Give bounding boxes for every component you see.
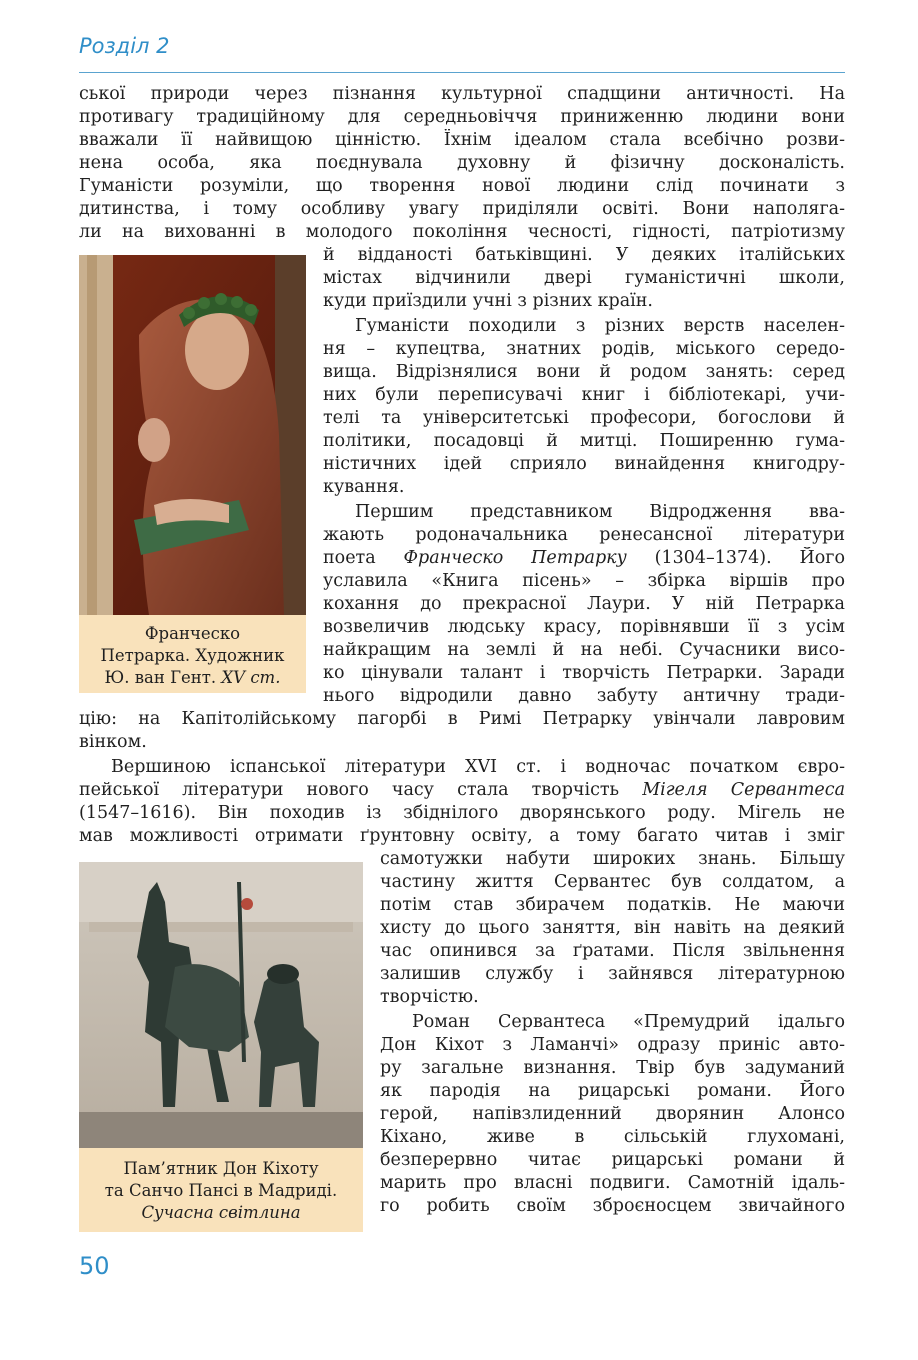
caption-line: Сучасна світлина — [141, 1203, 301, 1222]
text-line: Гуманісти походили з різних верств населен- — [355, 316, 845, 336]
text-line: них були переписувачі книг і бібліотекарі, учи- — [323, 385, 845, 405]
text-line: містах відчинили двері гуманістичні школи, — [323, 268, 845, 288]
text-line: потім став збирачем податків. Не маючи — [380, 895, 845, 915]
text-line: телі та університетські професори, богослови й — [323, 408, 845, 428]
text-line: ня – купецтва, знатних родів, міського середо- — [323, 339, 845, 359]
text-line: хисту до цього заняття, він навіть на деякий — [380, 918, 845, 938]
page-number: 50 — [79, 1252, 110, 1280]
text-line: кохання до прекрасної Лаури. У ній Петрарка — [323, 594, 845, 614]
caption-line: Ю. ван Гент. XV ст. — [104, 668, 281, 687]
caption-line: та Санчо Пансі в Мадриді. — [104, 1181, 338, 1200]
text-line: Кіхано, живе в сільській глухомані, — [380, 1127, 845, 1147]
caption-line: Пам’ятник Дон Кіхоту — [123, 1159, 319, 1178]
person-name-cervantes: Мігеля Сервантеса — [642, 780, 845, 800]
text-line: герой, напівзлиденний дворянин Алонсо — [380, 1104, 845, 1124]
text-line: возвеличив людську красу, порівнявши її з усім — [323, 617, 845, 637]
text-line: Роман Сервантеса «Премудрий ідальго — [412, 1012, 845, 1032]
text-line: вища. Відрізнялися вони й родом занять: серед — [323, 362, 845, 382]
figure-petrarca — [79, 255, 306, 693]
text-line: кування. — [323, 477, 405, 497]
text-line: поета Франческо Петрарку (1304–1374). Його — [323, 548, 845, 568]
text-line: Гуманісти розуміли, що творення нової людини слід починати з — [79, 176, 845, 196]
text-line: як пародія на рицарські романи. Його — [380, 1081, 845, 1101]
text-line: ли на вихованні в молодого покоління чесності, гідності, патріотизму — [79, 222, 845, 242]
text-line: противагу традиційному для середньовіччя приниженню людини вони — [79, 107, 845, 127]
petrarca-portrait-image — [79, 255, 306, 615]
text-line: пейської літератури нового часу стала творчість Мігеля Сервантеса — [79, 780, 845, 800]
text-line: вважали її найвищою цінністю. Їхнім ідеалом стала всебічно розви- — [79, 130, 845, 150]
caption-line: Франческо — [144, 624, 241, 643]
text-line: творчістю. — [380, 987, 479, 1007]
text-line: ністичних ідей сприяло винайдення книгодру- — [323, 454, 845, 474]
text-line: го робить своїм зброєносцем звичайного — [380, 1196, 845, 1216]
don-quixote-monument-image — [79, 862, 363, 1148]
text-line: Дон Кіхот з Ламанчі» одразу приніс авто- — [380, 1035, 845, 1055]
text-line: залишив службу і зайнявся літературною — [380, 964, 845, 984]
text-line: час опинився за ґратами. Після звільнення — [380, 941, 845, 961]
text-line: нена особа, яка поєднувала духовну й фізичну досконалість. — [79, 153, 845, 173]
text-line: (1547–1616). Він походив із збіднілого дворянського роду. Мігель не — [79, 803, 845, 823]
text-line: ко цінували талант і творчість Петрарки. Заради — [323, 663, 845, 683]
text-line: мав можливості отримати ґрунтовну освіту, а тому багато читав і зміг — [79, 826, 845, 846]
text-line: цію: на Капітолійському пагорбі в Римі Петрарку увінчали лавровим — [79, 709, 845, 729]
text-line: самотужки набути широких знань. Більшу — [380, 849, 845, 869]
text-line: ру загальне визнання. Твір був задуманий — [380, 1058, 845, 1078]
text-line: політики, посадовці й митці. Поширенню гума- — [323, 431, 845, 451]
text-line: частину життя Сервантес був солдатом, а — [380, 872, 845, 892]
text-line: дитинства, і тому особливу увагу приділяли освіті. Вони наполяга- — [79, 199, 845, 219]
text-line: ської природи через пізнання культурної спадщини античності. На — [79, 84, 845, 104]
text-line: й відданості батьківщині. У деяких італійських — [323, 245, 845, 265]
text-line: Першим представником Відродження вва- — [355, 502, 845, 522]
caption-line: Петрарка. Художник — [100, 646, 285, 665]
text-line: найкращим на землі й на небі. Сучасники висо- — [323, 640, 845, 660]
text-line: куди приїздили учні з різних країн. — [323, 291, 653, 311]
text-line: жають родоначальника ренесансної літератури — [323, 525, 845, 545]
figure-don-quixote — [79, 862, 363, 1232]
text-line: Вершиною іспанської літератури XVI ст. і водночас початком євро- — [111, 757, 845, 777]
page-header — [79, 28, 845, 73]
text-line: нього відродили давно забуту античну тради- — [323, 686, 845, 706]
text-line: уславила «Книга пісень» – збірка віршів про — [323, 571, 845, 591]
text-line: марить про власні подвиги. Самотній ідаль- — [380, 1173, 845, 1193]
text-line: вінком. — [79, 732, 147, 752]
section-title: Розділ 2 — [79, 34, 170, 58]
person-name-petrarca: Франческо Петрарку — [403, 548, 627, 568]
text-line: безперервно читає рицарські романи й — [380, 1150, 845, 1170]
